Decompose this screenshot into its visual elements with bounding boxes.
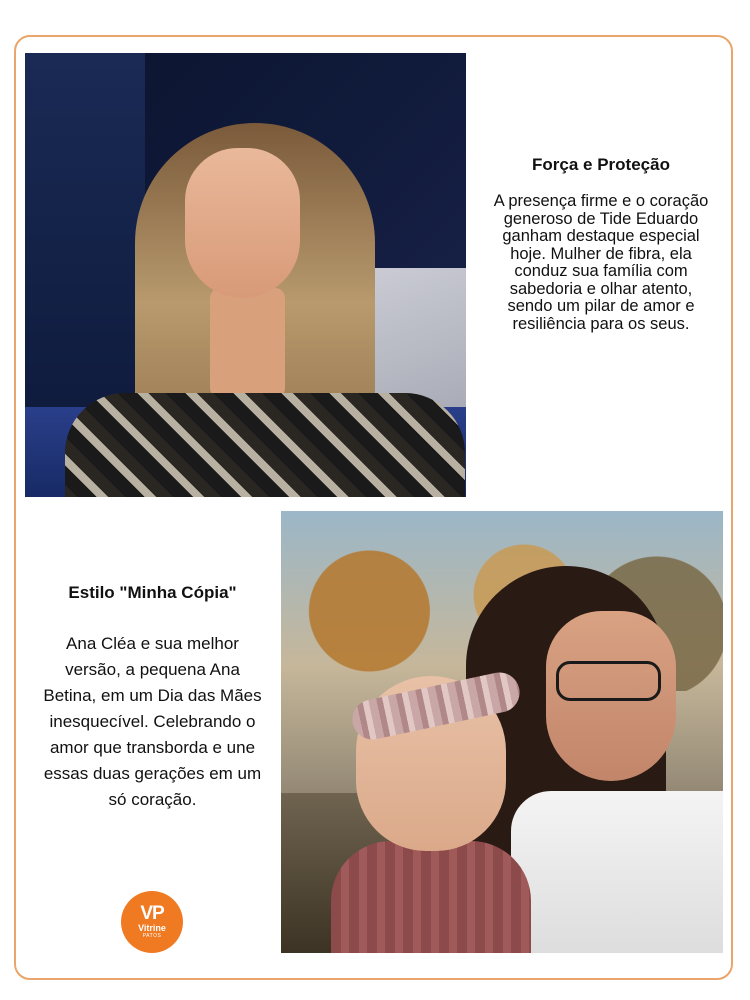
section2-title: Estilo "Minha Cópia" <box>68 583 237 602</box>
logo-name: Vitrine <box>138 923 166 933</box>
photo-woman-portrait <box>25 53 466 497</box>
section1-body: A presença firme e o coração generoso de Tide Eduardo ganham destaque especial hoje. Mulher de fibra, ela conduz sua família com sabedoria e olhar atento, sendo um pilar de amor e resiliência para os seus. <box>493 192 709 333</box>
logo-monogram: VP <box>140 903 164 924</box>
logo-subtitle: PATOS <box>142 933 162 939</box>
section1-text <box>490 155 712 333</box>
vitrine-patos-logo <box>121 891 183 953</box>
photo-mother-baby <box>281 511 723 953</box>
section2-body: Ana Cléa e sua melhor versão, a pequena Ana Betina, em um Dia das Mães inesquecível. Celebrando o amor que transborda e une essas duas gerações em um só coração. <box>43 634 262 809</box>
section2-text <box>40 583 265 813</box>
section1-title: Força e Proteção <box>532 155 670 174</box>
